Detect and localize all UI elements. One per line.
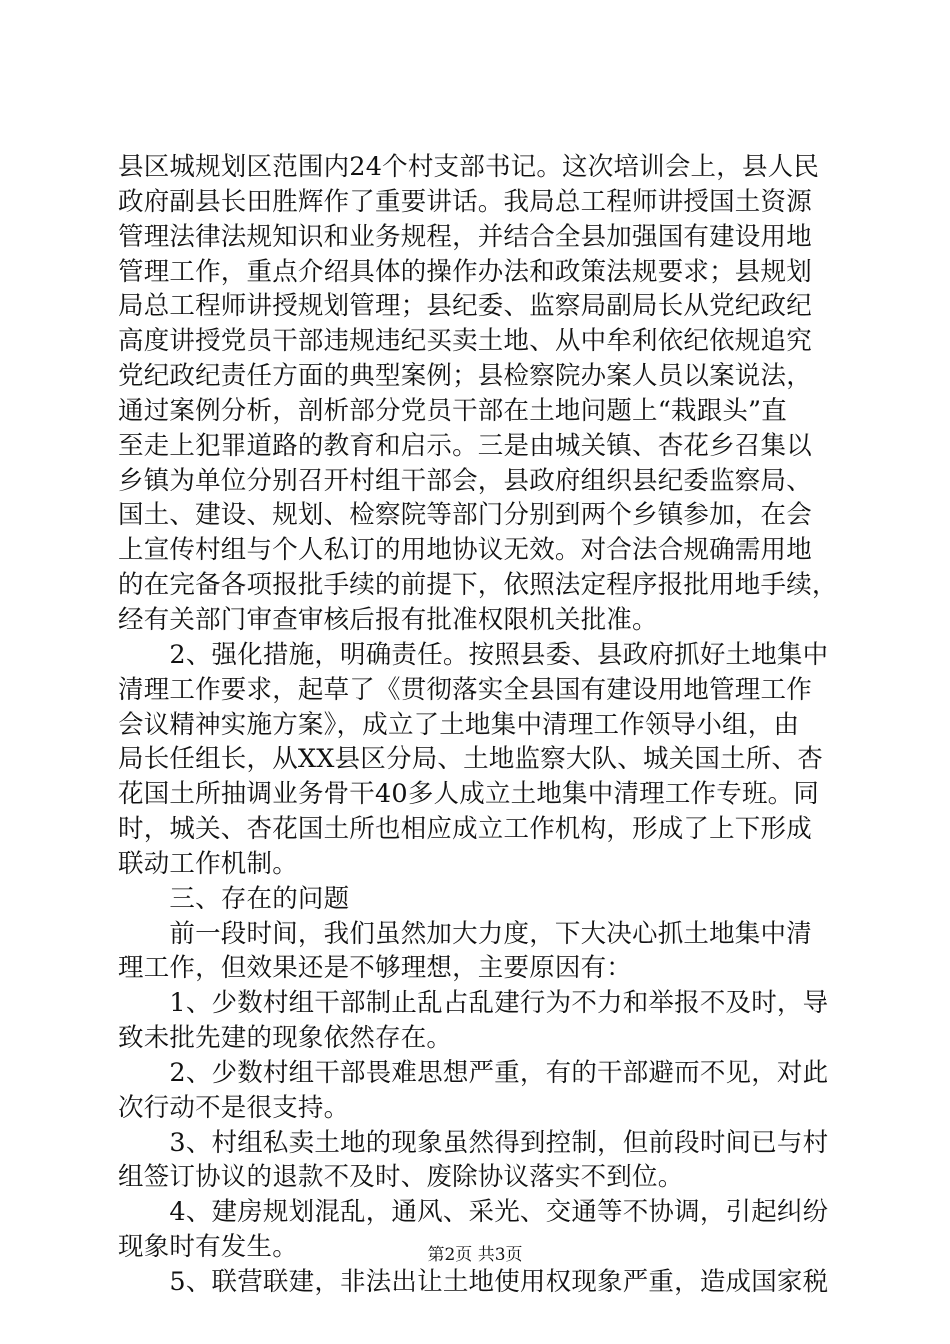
body-text: [118, 150, 838, 1300]
text-line: 通过案例分析，剖析部分党员干部在土地问题上“栽跟头”直: [118, 395, 787, 426]
text-line: 管理工作，重点介绍具体的操作办法和政策法规要求；县规划: [118, 256, 812, 287]
text-line: 4、建房规划混乱，通风、采光、交通等不协调，引起纠纷: [118, 1197, 829, 1228]
section-heading: 三、存在的问题: [118, 883, 350, 914]
text-line: 5、联营联建，非法出让土地使用权现象严重，造成国家税: [118, 1267, 829, 1297]
text-line: 局长任组长，从XX县区分局、土地监察大队、城关国土所、杏: [118, 744, 823, 775]
text-line: 党纪政纪责任方面的典型案例；县检察院办案人员以案说法，: [118, 361, 812, 392]
text-line: 会议精神实施方案》，成立了土地集中清理工作领导小组，由: [118, 709, 800, 740]
text-line: 1、少数村组干部制止乱占乱建行为不力和举报不及时，导: [118, 988, 829, 1019]
text-line: 2、少数村组干部畏难思想严重，有的干部避而不见，对此: [118, 1057, 829, 1088]
page-number: 第2页 共3页: [427, 1245, 523, 1265]
text-line: 3、村组私卖土地的现象虽然得到控制，但前段时间已与村: [118, 1127, 829, 1158]
text-line: 经有关部门审查审核后报有批准权限机关批准。: [118, 604, 658, 635]
text-line: 县区城规划区范围内24个村支部书记。这次培训会上，县人民: [118, 152, 820, 182]
text-line: 花国土所抽调业务骨干40多人成立土地集中清理工作专班。同: [118, 779, 820, 810]
text-line: 次行动不是很支持。: [118, 1092, 350, 1123]
text-line: 前一段时间，我们虽然加大力度，下大决心抓土地集中清: [118, 918, 812, 949]
text-line: 时，城关、杏花国土所也相应成立工作机构，形成了上下形成: [118, 814, 812, 845]
text-line: 局总工程师讲授规划管理；县纪委、监察局副局长从党纪政纪: [118, 291, 812, 322]
text-line: 理工作，但效果还是不够理想，主要原因有：: [118, 953, 633, 984]
text-line: 的在完备各项报批手续的前提下，依照法定程序报批用地手续，: [118, 570, 838, 601]
text-line: 高度讲授党员干部违规违纪买卖土地、从中牟利依纪依规追究: [118, 326, 812, 357]
text-line: 联动工作机制。: [118, 848, 298, 879]
text-line: 2、强化措施，明确责任。按照县委、县政府抓好土地集中: [118, 639, 829, 670]
text-line: 国土、建设、规划、检察院等部门分别到两个乡镇参加，在会: [118, 500, 812, 531]
text-line: 现象时有发生。: [118, 1232, 298, 1263]
text-line: 政府副县长田胜辉作了重要讲话。我局总工程师讲授国土资源: [118, 186, 812, 217]
page-footer: [0, 1243, 950, 1267]
text-line: 上宣传村组与个人私订的用地协议无效。对合法合规确需用地: [118, 535, 812, 566]
text-line: 致未批先建的现象依然存在。: [118, 1023, 453, 1054]
text-line: 至走上犯罪道路的教育和启示。三是由城关镇、杏花乡召集以: [118, 430, 812, 461]
text-line: 管理法律法规知识和业务规程，并结合全县加强国有建设用地: [118, 221, 812, 252]
text-line: 清理工作要求，起草了《贯彻落实全县国有建设用地管理工作: [118, 674, 812, 705]
text-line: 乡镇为单位分别召开村组干部会，县政府组织县纪委监察局、: [118, 465, 812, 496]
text-line: 组签订协议的退款不及时、废除协议落实不到位。: [118, 1162, 684, 1193]
